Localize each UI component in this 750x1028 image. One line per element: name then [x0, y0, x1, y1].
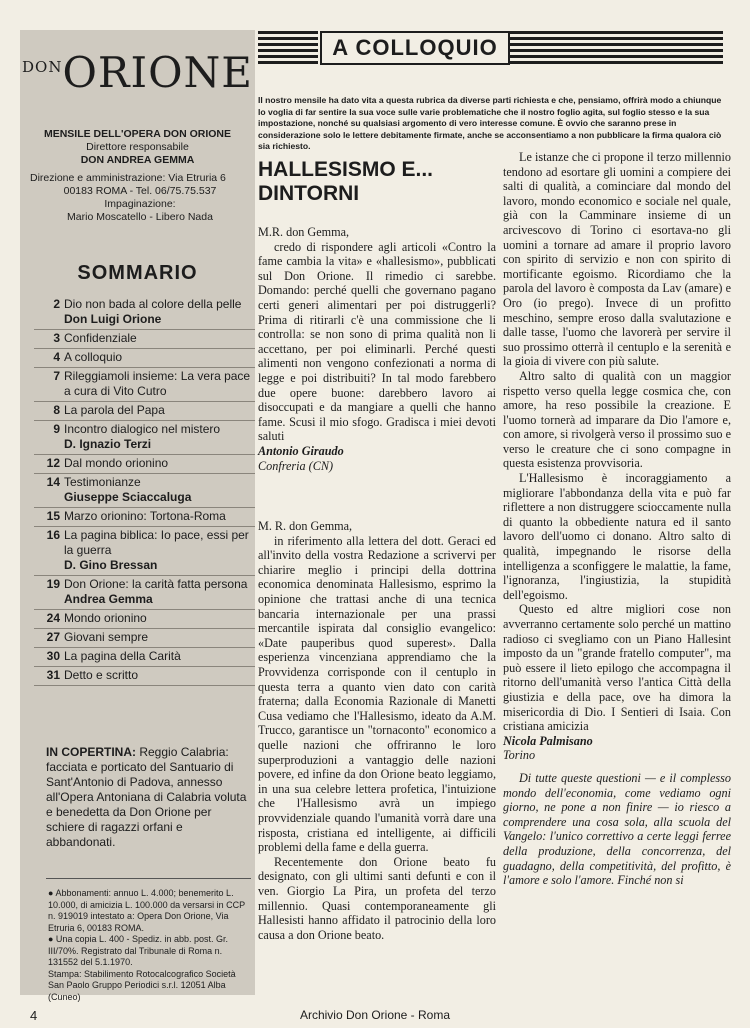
- toc-title: Dal mondo orionino: [64, 456, 169, 470]
- toc-num: 27: [46, 630, 60, 644]
- article-title: HALLESISMO E... DINTORNI: [258, 158, 434, 205]
- section-header: [258, 31, 723, 65]
- toc-num: 7: [53, 369, 60, 383]
- toc-num: 8: [53, 403, 60, 417]
- toc-num: 4: [53, 350, 60, 364]
- toc-num: 19: [46, 577, 60, 591]
- letter2-place: Torino: [503, 748, 536, 763]
- masthead-line2: Direttore responsabile: [86, 141, 189, 153]
- subs-line2: ● Una copia L. 400 - Spediz. in abb. post. Gr. III/70%. Registrato dal Tribunale di Roma n. 131552 del 5.1.1970.: [48, 934, 229, 967]
- toc-title: La parola del Papa: [64, 403, 165, 417]
- article-column-1: [258, 225, 496, 942]
- cover-caption: [46, 745, 251, 850]
- table-of-contents: [34, 296, 255, 686]
- toc-num: 15: [46, 509, 60, 523]
- toc-title: Incontro dialogico nel mistero: [64, 422, 221, 436]
- toc-title: Confidenziale: [64, 331, 137, 345]
- sommario-title: SOMMARIO: [77, 262, 198, 284]
- toc-title: Testimonianze: [64, 475, 141, 489]
- letter1-body: credo di rispondere agli articoli «Contro la fame cambia la vita» e «hallesismo», pubblicati sul Don Orione. Il rimedio ci sarebbe. Domando: perché quelli che governano pagano certi generi alimentari per poi distruggerli? Prima di ritirarli c'è una commissione che li controlla: se non sono di prima qualità non li accettano, per poi eliminarli. Perché questi alimenti non vengono confezionati a norma di legge e poi distribuiti? In tal modo farebbero due opere buone: darebbero lavoro ai disoccupati e da mangiare a quelli che hanno fame. Scusi il mio sfogo. Gradisca i miei devoti saluti: [258, 239, 496, 444]
- toc-author: a cura di Vito Cutro: [64, 384, 167, 398]
- toc-title: Rileggiamoli insieme: La vera pace: [64, 369, 251, 383]
- page-number: 4: [30, 1008, 38, 1023]
- toc-num: 12: [46, 456, 60, 470]
- toc-item[interactable]: [34, 667, 255, 686]
- letter1-signature: Antonio Giraudo: [258, 443, 344, 458]
- subs-line1: ● Abbonamenti: annuo L. 4.000; benemerito L. 10.000, di amicizia L. 100.000 da versarsi in CCP n. 919019 intestato a: Opera Don Orione, Via Etruria 6, 00183 ROMA.: [48, 888, 245, 933]
- toc-num: 16: [46, 528, 60, 542]
- sidebar-panel: [20, 30, 255, 1002]
- subs-line3: Stampa: Stabilimento Rotocalcografico Società San Paolo Gruppo Periodici s.r.l. 12051 Alba (Cuneo): [48, 968, 236, 1002]
- toc-author: Giuseppe Sciaccaluga: [64, 490, 192, 504]
- letter2-paragraph: in riferimento alla lettera del dott. Geraci ed all'invito della vostra Redazione a scrivervi per chiarire meglio i principi della dottrina economica denominata Hallesismo, esprimo la opinione che trattasi anche di una tecnica bancaria internazionale per una prassi mercantile ispirata dal consiglio evangelico: «Date pauperibus quod superest». Dalla esperienza vincenziana apprendiamo che la Provvidenza corrisponde con il centuplo in questa terra a quanto vien dato con carità fraterna; dalla Economia Razionale di Manetti Cusa vediamo che l'Hallesismo, ideato da A.M. Trucco, garantisce un "tornaconto" economico a quelle nazioni che offriranno le loro superproduzioni a vantaggio delle nazioni povere, ed infine da don Orione beato leggiamo, in una sua celebre lettera profetica, l'intuizione che l'Hallesismo avrà un impiego provvidenziale quando l'umanità vorrà dare una risposta, cristiana ed intelligente, ai difficili problemi della fame e della guerra.: [258, 533, 496, 855]
- cover-label: IN COPERTINA:: [46, 745, 136, 759]
- toc-num: 24: [46, 611, 60, 625]
- toc-item[interactable]: [34, 330, 255, 349]
- toc-title: Giovani sempre: [64, 630, 149, 644]
- header-stripes-left: [258, 31, 318, 65]
- letter2-paragraph: L'Hallesismo è incoraggiamento a migliorare l'abbondanza della vita e può far riflettere a non distruggere scioccamente nulla di quanto la obbediente natura ed il santo lavoro dell'uomo ci donano. Altro salto di qualità, impegnando le risorse della intelligenza a sconfiggere le malattie, la fame, l'ignoranza, l'ingiustizia, la stupidità dell'egoismo.: [503, 471, 731, 602]
- admin-info: [30, 172, 250, 224]
- admin-line2: 00183 ROMA - Tel. 06/75.75.537: [63, 185, 217, 197]
- admin-line1: Direzione e amministrazione: Via Etruria 6: [30, 172, 226, 184]
- toc-item[interactable]: [34, 508, 255, 527]
- toc-item[interactable]: [34, 527, 255, 576]
- toc-item[interactable]: [34, 455, 255, 474]
- cover-text: Reggio Calabria: facciata e porticato del Santuario di Sant'Antonio di Padova, annesso all'Opera Antoniana di Calabria voluta e benedetta da Don Orione per schiere di ragazzi orfani e abbandonati.: [46, 745, 247, 849]
- admin-line4: Mario Moscatello - Libero Nada: [67, 211, 213, 223]
- toc-author: Andrea Gemma: [64, 592, 153, 606]
- toc-item[interactable]: [34, 296, 255, 330]
- masthead-info: [20, 128, 255, 167]
- letter2-paragraph: Recentemente don Orione beato fu designato, con gli ultimi santi defunti e con il ven. Giorgio La Pira, un profeta del terzo millennio. Quasi contemporaneamente gli Hallesisti hanno affidato il patrocinio della loro causa a don Orione beato.: [258, 854, 496, 942]
- toc-title: Don Orione: la carità fatta persona: [64, 577, 248, 591]
- toc-item[interactable]: [34, 349, 255, 368]
- toc-title: Mondo orionino: [64, 611, 147, 625]
- editor-reply: Di tutte queste questioni — e il complesso mondo dell'economia, come vediamo ogni giorno, ne pone a non finire — io riesco a comprendere una cosa sola, alla scuola del Vangelo: l'unico correttivo a certe leggi ferree della produzione, della concorrenza, del guadagno, della competitività, del profitto, è l'amore e solo l'amore. Finché non si: [503, 770, 731, 888]
- admin-line3: Impaginazione:: [104, 198, 176, 210]
- header-stripes-right: [508, 31, 723, 65]
- toc-num: 3: [53, 331, 60, 345]
- logo-don: DON: [22, 58, 63, 76]
- toc-num: 2: [53, 297, 60, 311]
- letter2-paragraph: Questo ed altre migliori cose non avverranno certamente solo perché un mattino radioso ci svegliamo con un Piano Hallesint imposto da un "grande fratello computer", ma può essere il lieto epilogo che accompagna il ritorno dell'umanità verso l'antica Città della giustizia e della pace, ove ha dimora la misericordia di Dio. I Sentieri di Isaia. Con cristiana amicizia: [503, 602, 731, 734]
- toc-item[interactable]: [34, 368, 255, 402]
- archive-footer: Archivio Don Orione - Roma: [299, 1008, 451, 1022]
- toc-num: 31: [46, 668, 60, 682]
- toc-author: Don Luigi Orione: [64, 312, 162, 326]
- toc-title: Detto e scritto: [64, 668, 139, 682]
- masthead-logo: [20, 48, 255, 97]
- letter1-place: Confreria (CN): [258, 458, 334, 473]
- divider: [46, 878, 251, 879]
- toc-item[interactable]: [34, 576, 255, 610]
- toc-item[interactable]: [34, 648, 255, 667]
- toc-item[interactable]: [34, 610, 255, 629]
- toc-num: 14: [46, 475, 60, 489]
- subscription-info: [48, 888, 253, 1003]
- toc-num: 30: [46, 649, 60, 663]
- toc-title: A colloquio: [64, 350, 123, 364]
- letter2-paragraph: Altro salto di qualità con un maggior rispetto verso quella legge cosmica che, con amore, ha reso possibile la creazione. E l'uomo tornerà ad imparare da Dio l'amore e, con amore, si rivolgerà verso il prossimo suo e verso le creature che ci sono compagne in questa esistenza provvisoria.: [503, 368, 731, 471]
- toc-title: Marzo orionino: Tortona-Roma: [64, 509, 226, 523]
- toc-title: La pagina biblica: Io pace, essi per la guerra: [64, 528, 249, 557]
- section-title: A COLLOQUIO: [320, 31, 510, 65]
- masthead-line3: DON ANDREA GEMMA: [80, 154, 195, 166]
- toc-title: Dio non bada al colore della pelle: [64, 297, 242, 311]
- toc-author: D. Ignazio Terzi: [64, 437, 152, 451]
- article-column-2: [503, 150, 731, 888]
- toc-author: D. Gino Bressan: [64, 558, 158, 572]
- toc-item[interactable]: [34, 421, 255, 455]
- masthead-line1: MENSILE DELL'OPERA DON ORIONE: [43, 128, 232, 140]
- toc-num: 9: [53, 422, 60, 436]
- letter2-paragraph: Le istanze che ci propone il terzo millennio tendono ad esortare gli uomini a compiere dei salti di qualità, a cominciare dal mondo del lavoro, mondo economico e sociale nel quale, già con la Camminare insieme di un arcivescovo di Torino ci esortava-no gli uomini a tornare ad amare il proprio lavoro con spirito di servizio e non con spirito di mortificante egoismo. Ricordiamo che la parola del lavoro è composta da Lav (amare) e Oro (io prego). Invece di un profitto meschino, sempre eroso dalla svalutazione e dalle tasse, l'uomo che lavorerà per servire il suo prossimo otterrà il centuplo e la serenità e la gioia di vivere con più salute.: [503, 150, 731, 369]
- toc-item[interactable]: [34, 474, 255, 508]
- toc-item[interactable]: [34, 629, 255, 648]
- toc-item[interactable]: [34, 402, 255, 421]
- letter2-salutation: M. R. don Gemma,: [258, 519, 353, 534]
- toc-title: La pagina della Carità: [64, 649, 181, 663]
- intro-text: Il nostro mensile ha dato vita a questa rubrica da diverse parti richiesta e che, pensiamo, offrirà modo a chiunque lo voglia di far sentire la sua voce sulle varie problematiche che il nostro foglio agita, sul foglio stesso e la sua impostazione, nonché su qualsiasi argomento di vero interesse comune. È ovvio che saranno prese in considerazione solo le lettere debitamente firmate, anche se acconsentiamo a non pubblicare la firma qualora ciò sia richiesto.: [258, 95, 722, 151]
- logo-orione: ORIONE: [62, 48, 253, 97]
- letter2-signature: Nicola Palmisano: [503, 733, 593, 748]
- letter1-salutation: M.R. don Gemma,: [258, 225, 350, 239]
